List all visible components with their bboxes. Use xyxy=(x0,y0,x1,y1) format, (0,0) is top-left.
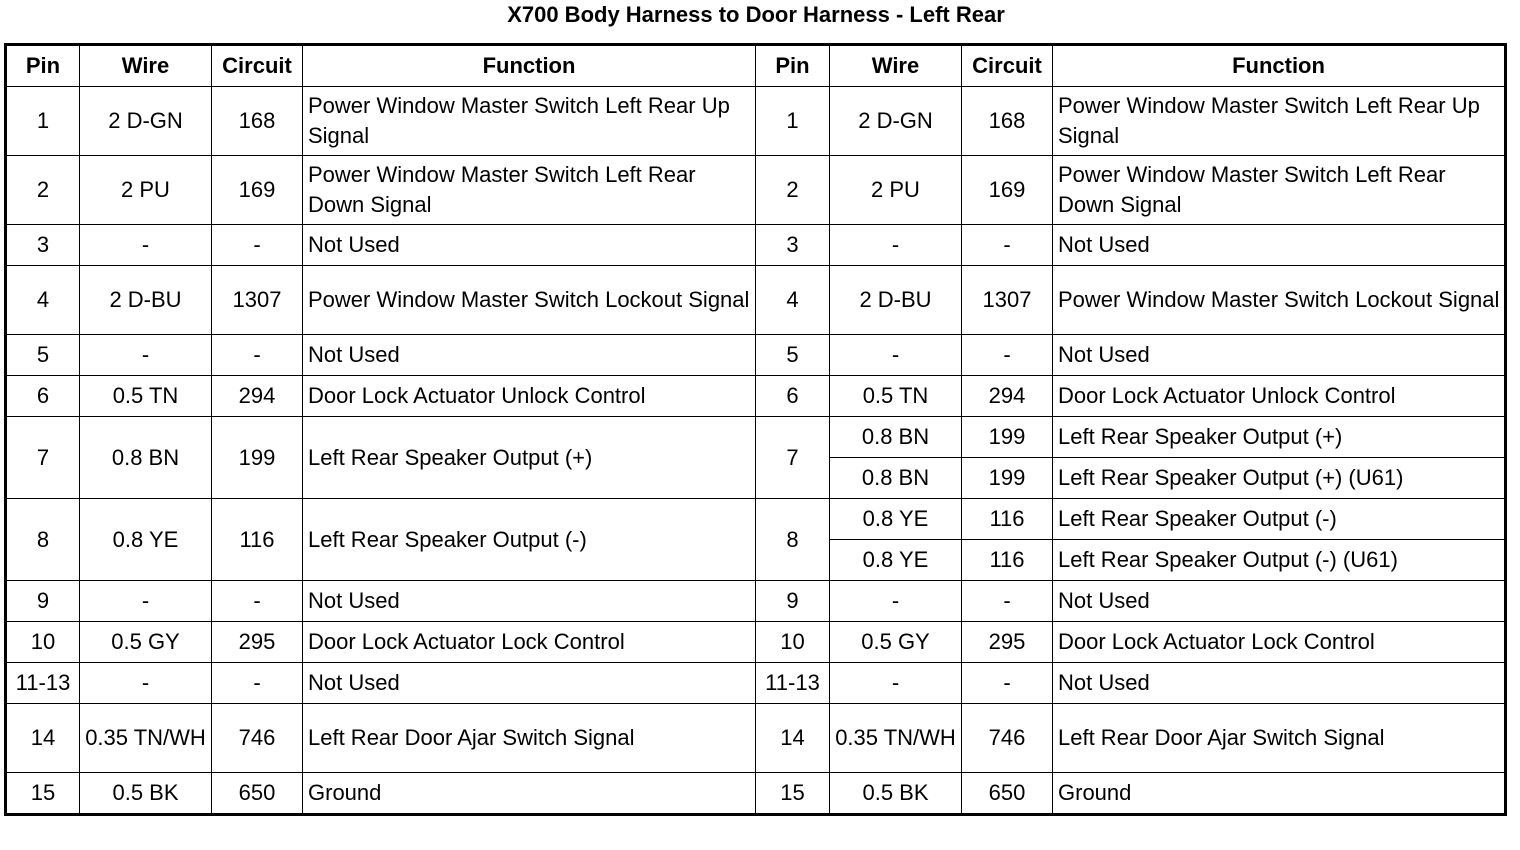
pin-cell: 15 xyxy=(756,773,830,815)
header-function: Function xyxy=(1053,45,1506,87)
pin-cell: 10 xyxy=(756,622,830,663)
header-wire: Wire xyxy=(80,45,212,87)
wire-cell: 0.5 BK xyxy=(830,773,962,815)
circuit-cell: 168 xyxy=(212,87,303,156)
pin-cell: 4 xyxy=(6,266,80,335)
page-title: X700 Body Harness to Door Harness - Left Rear xyxy=(507,2,1005,27)
pin-cell: 7 xyxy=(756,417,830,499)
pin-cell: 6 xyxy=(756,376,830,417)
function-cell: Power Window Master Switch Left Rear Down Signal xyxy=(303,156,756,225)
wire-cell: 0.5 GY xyxy=(830,622,962,663)
header-function: Function xyxy=(303,45,756,87)
circuit-cell: 295 xyxy=(212,622,303,663)
wire-cell: - xyxy=(80,581,212,622)
pinout-table xyxy=(4,43,1507,816)
table-row xyxy=(6,87,1506,156)
wire-cell: 0.8 BN xyxy=(80,417,212,499)
wire-cell: - xyxy=(80,663,212,704)
table-row xyxy=(6,335,1506,376)
circuit-cell: - xyxy=(962,581,1053,622)
circuit-cell: 650 xyxy=(212,773,303,815)
function-cell: Left Rear Speaker Output (+) xyxy=(1053,417,1506,458)
circuit-cell: - xyxy=(212,225,303,266)
circuit-cell: 746 xyxy=(212,704,303,773)
function-cell: Left Rear Speaker Output (+) xyxy=(303,417,756,499)
pin-cell: 1 xyxy=(756,87,830,156)
table-row xyxy=(6,773,1506,815)
function-cell: Not Used xyxy=(1053,663,1506,704)
pin-cell: 9 xyxy=(6,581,80,622)
header-pin: Pin xyxy=(6,45,80,87)
circuit-cell: - xyxy=(962,225,1053,266)
circuit-cell: 169 xyxy=(212,156,303,225)
pin-cell: 9 xyxy=(756,581,830,622)
function-cell: Left Rear Door Ajar Switch Signal xyxy=(1053,704,1506,773)
wire-cell: 0.5 TN xyxy=(80,376,212,417)
wire-cell: 0.8 BN xyxy=(830,458,962,499)
pin-cell: 8 xyxy=(6,499,80,581)
header-pin: Pin xyxy=(756,45,830,87)
function-cell: Door Lock Actuator Lock Control xyxy=(1053,622,1506,663)
circuit-cell: 1307 xyxy=(212,266,303,335)
table-row xyxy=(6,704,1506,773)
circuit-cell: 116 xyxy=(962,540,1053,581)
circuit-cell: 116 xyxy=(212,499,303,581)
pin-cell: 10 xyxy=(6,622,80,663)
circuit-cell: 746 xyxy=(962,704,1053,773)
function-cell: Not Used xyxy=(303,225,756,266)
circuit-cell: 168 xyxy=(962,87,1053,156)
table-row xyxy=(6,266,1506,335)
function-cell: Not Used xyxy=(1053,335,1506,376)
table-row xyxy=(6,376,1506,417)
circuit-cell: - xyxy=(212,335,303,376)
pin-cell: 11-13 xyxy=(756,663,830,704)
header-circuit: Circuit xyxy=(962,45,1053,87)
circuit-cell: - xyxy=(962,335,1053,376)
function-cell: Left Rear Speaker Output (+) (U61) xyxy=(1053,458,1506,499)
table-row xyxy=(6,622,1506,663)
function-cell: Not Used xyxy=(303,663,756,704)
function-cell: Left Rear Door Ajar Switch Signal xyxy=(303,704,756,773)
function-cell: Left Rear Speaker Output (-) (U61) xyxy=(1053,540,1506,581)
wire-cell: - xyxy=(80,225,212,266)
wire-cell: 2 D-BU xyxy=(830,266,962,335)
function-cell: Ground xyxy=(303,773,756,815)
pin-cell: 4 xyxy=(756,266,830,335)
circuit-cell: 294 xyxy=(962,376,1053,417)
circuit-cell: - xyxy=(212,581,303,622)
wire-cell: 0.35 TN/WH xyxy=(80,704,212,773)
header-row xyxy=(6,45,1506,87)
wire-cell: 2 D-GN xyxy=(830,87,962,156)
pin-cell: 3 xyxy=(6,225,80,266)
wire-cell: 0.5 TN xyxy=(830,376,962,417)
function-cell: Power Window Master Switch Left Rear Up Signal xyxy=(1053,87,1506,156)
wire-cell: - xyxy=(830,225,962,266)
wire-cell: 0.5 GY xyxy=(80,622,212,663)
pin-cell: 5 xyxy=(6,335,80,376)
pin-cell: 5 xyxy=(756,335,830,376)
pin-cell: 14 xyxy=(756,704,830,773)
function-cell: Left Rear Speaker Output (-) xyxy=(1053,499,1506,540)
wire-cell: 0.35 TN/WH xyxy=(830,704,962,773)
table-row xyxy=(6,156,1506,225)
pin-cell: 14 xyxy=(6,704,80,773)
circuit-cell: 294 xyxy=(212,376,303,417)
circuit-cell: 650 xyxy=(962,773,1053,815)
function-cell: Power Window Master Switch Left Rear Up Signal xyxy=(303,87,756,156)
pin-cell: 2 xyxy=(756,156,830,225)
wire-cell: 2 D-BU xyxy=(80,266,212,335)
wire-cell: 0.8 BN xyxy=(830,417,962,458)
pin-cell: 6 xyxy=(6,376,80,417)
table-row xyxy=(6,581,1506,622)
pin-cell: 8 xyxy=(756,499,830,581)
circuit-cell: 116 xyxy=(962,499,1053,540)
function-cell: Power Window Master Switch Lockout Signal xyxy=(303,266,756,335)
function-cell: Door Lock Actuator Unlock Control xyxy=(1053,376,1506,417)
function-cell: Door Lock Actuator Lock Control xyxy=(303,622,756,663)
wire-cell: - xyxy=(80,335,212,376)
wire-cell: 0.5 BK xyxy=(80,773,212,815)
table-row xyxy=(6,417,1506,458)
circuit-cell: 199 xyxy=(962,417,1053,458)
function-cell: Left Rear Speaker Output (-) xyxy=(303,499,756,581)
wire-cell: 2 D-GN xyxy=(80,87,212,156)
wire-cell: - xyxy=(830,335,962,376)
pin-cell: 3 xyxy=(756,225,830,266)
wire-cell: 0.8 YE xyxy=(830,499,962,540)
header-wire: Wire xyxy=(830,45,962,87)
circuit-cell: 169 xyxy=(962,156,1053,225)
wire-cell: 0.8 YE xyxy=(830,540,962,581)
wire-cell: - xyxy=(830,581,962,622)
circuit-cell: - xyxy=(212,663,303,704)
function-cell: Power Window Master Switch Left Rear Down Signal xyxy=(1053,156,1506,225)
wire-cell: 2 PU xyxy=(80,156,212,225)
pin-cell: 2 xyxy=(6,156,80,225)
pin-cell: 11-13 xyxy=(6,663,80,704)
table-row xyxy=(6,499,1506,540)
pin-cell: 1 xyxy=(6,87,80,156)
pin-cell: 7 xyxy=(6,417,80,499)
function-cell: Door Lock Actuator Unlock Control xyxy=(303,376,756,417)
wire-cell: 2 PU xyxy=(830,156,962,225)
function-cell: Ground xyxy=(1053,773,1506,815)
circuit-cell: - xyxy=(962,663,1053,704)
table-row xyxy=(6,225,1506,266)
function-cell: Not Used xyxy=(1053,581,1506,622)
pin-cell: 15 xyxy=(6,773,80,815)
table-row xyxy=(6,663,1506,704)
header-circuit: Circuit xyxy=(212,45,303,87)
circuit-cell: 199 xyxy=(962,458,1053,499)
wire-cell: - xyxy=(830,663,962,704)
circuit-cell: 199 xyxy=(212,417,303,499)
wire-cell: 0.8 YE xyxy=(80,499,212,581)
function-cell: Not Used xyxy=(303,581,756,622)
circuit-cell: 295 xyxy=(962,622,1053,663)
circuit-cell: 1307 xyxy=(962,266,1053,335)
function-cell: Not Used xyxy=(1053,225,1506,266)
function-cell: Not Used xyxy=(303,335,756,376)
function-cell: Power Window Master Switch Lockout Signal xyxy=(1053,266,1506,335)
